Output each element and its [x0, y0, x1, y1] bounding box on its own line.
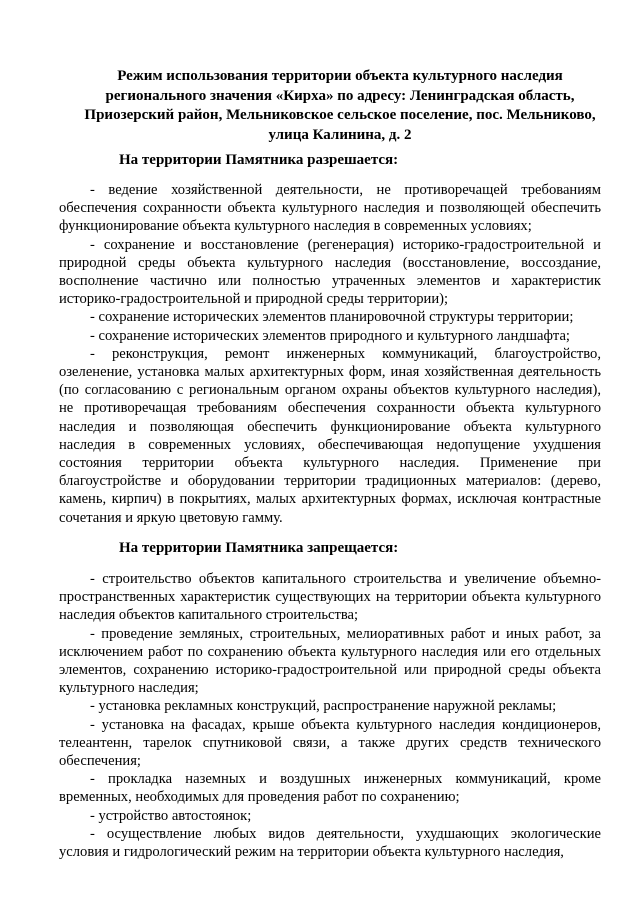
forbidden-item: - строительство объектов капитального строительства и увеличение объемно-пространственных характеристик существующих на территории объекта культурного наследия объектов капитального строительства; — [59, 571, 601, 624]
allowed-item: - сохранение исторических элементов планировочной структуры территории; — [90, 309, 574, 326]
forbidden-item: - проведение земляных, строительных, мелиоративных работ и иных работ, за исключением работ по сохранению объекта культурного наследия или его отдельных элементов, сохранению историко-градостроительной или природной среды объекта культурного наследия; — [59, 625, 601, 697]
forbidden-item: - установка на фасадах, крыше объекта культурного наследия кондиционеров, телеантенн, тарелок спутниковой связи, а также других средств технического обеспечения; — [59, 716, 601, 770]
title-line: Режим использования территории объекта культурного наследия — [117, 68, 563, 84]
allowed-list — [59, 181, 601, 527]
allowed-item: - реконструкция, ремонт инженерных коммуникаций, благоустройство, озеленение, установка малых архитектурных форм, иная хозяйственная деятельность (по согласованию с региональным органом охраны объектов культурного наследия), не противоречащая требованиям обеспечения сохранности объекта культурного наследия и позволяющая обеспечить функционирование объекта культурного наследия в современных условиях, обеспечивающая недопущение ухудшения состояния территории объекта культурного наследия. Применение при благоустройстве и оборудовании территории традиционных материалов: (дерево, камень, кирпич) в покрытиях, малых архитектурных формах, исключая контрастные сочетания и яркую цветовую гамму. — [59, 345, 601, 526]
title-line: регионального значения «Кирха» по адресу: Ленинградская область, — [105, 87, 575, 104]
allowed-item: - ведение хозяйственной деятельности, не противоречащей требованиям обеспечения сохранности объекта культурного наследия и позволяющей обеспечить функционирование объекта культурного наследия в современных условиях; — [59, 182, 601, 235]
forbidden-item: - осуществление любых видов деятельности, ухудшающих экологические условия и гидрологический режим на территории объекта культурного наследия, — [59, 825, 601, 861]
forbidden-list — [59, 570, 601, 861]
allowed-item: - сохранение и восстановление (регенерация) историко-градостроительной и природной среды объекта культурного наследия (восстановление, воссоздание, восполнение частично или полностью утраченных элементов и характеристик историко-градостроительной и природной среды территории); — [59, 236, 601, 308]
forbidden-section-heading: На территории Памятника запрещается: — [119, 540, 399, 556]
allowed-section-heading: На территории Памятника разрешается: — [119, 152, 399, 168]
forbidden-item: - установка рекламных конструкций, распространение наружной рекламы; — [90, 698, 557, 715]
forbidden-item: - устройство автостоянок; — [90, 807, 252, 824]
title-line: улица Калинина, д. 2 — [268, 126, 412, 143]
title-line: Приозерский район, Мельниковское сельское поселение, пос. Мельниково, — [84, 107, 596, 123]
forbidden-item: - прокладка наземных и воздушных инженерных коммуникаций, кроме временных, необходимых для проведения работ по сохранению; — [59, 771, 601, 806]
document-title — [60, 67, 620, 145]
allowed-item: - сохранение исторических элементов природного и культурного ландшафта; — [90, 327, 570, 344]
